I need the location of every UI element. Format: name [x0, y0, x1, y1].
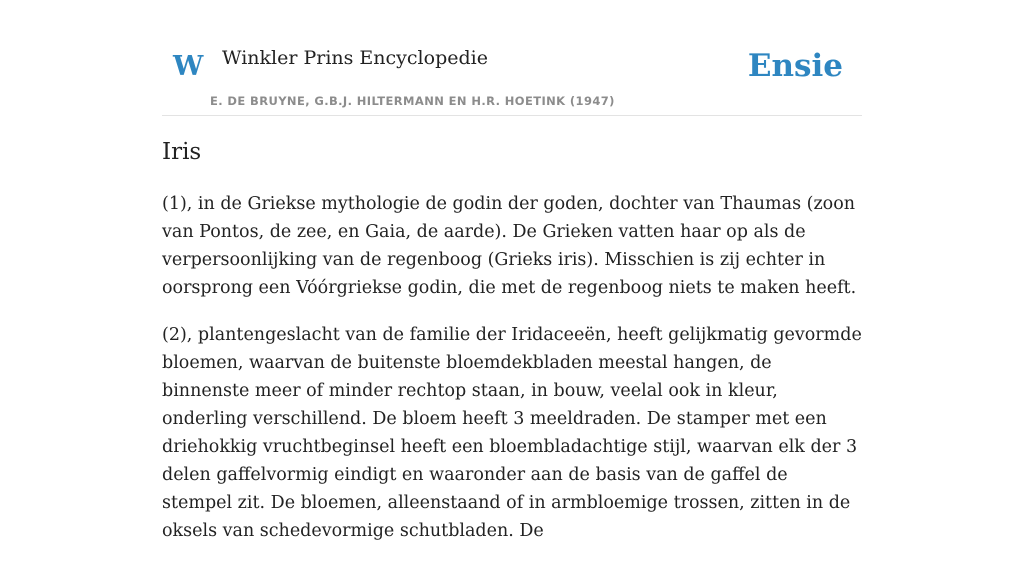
- article: [162, 138, 862, 564]
- ensie-logo-link[interactable]: Ensie: [747, 48, 843, 84]
- article-paragraph: (1), in de Griekse mythologie de godin der goden, dochter van Thaumas (zoon van Pontos, de zee, en Gaia, de aarde). De Grieken vatten haar op als de verpersoonlijking van de regenboog (Grieks iris). Misschien is zij echter in oorsprong een Vóórgriekse godin, die met de regenboog niets te maken heeft.: [162, 193, 857, 298]
- article-title: Iris: [162, 139, 202, 165]
- source-logo: W: [173, 51, 204, 82]
- source-header: [162, 40, 862, 116]
- source-authors: E. DE BRUYNE, G.B.J. HILTERMANN EN H.R. HOETINK (1947): [210, 94, 615, 108]
- article-paragraph: (2), plantengeslacht van de familie der Iridaceeën, heeft gelijkmatig gevormde bloemen, waarvan de buitenste bloemdekbladen meestal hangen, de binnenste meer of minder rechtop staan, in bouw, veelal ook in kleur, onderling verschillend. De bloem heeft 3 meeldraden. De stamper met een driehokkig vruchtbeginsel heeft een bloembladachtige stijl, waarvan elk der 3 delen gaffelvormig eindigt en waaronder aan de basis van de gaffel de stempel zit. De bloemen, alleenstaand of in armbloemige trossen, zitten in de oksels van schedevormige schutbladen. De: [162, 324, 862, 541]
- source-title: Winkler Prins Encyclopedie: [222, 47, 488, 69]
